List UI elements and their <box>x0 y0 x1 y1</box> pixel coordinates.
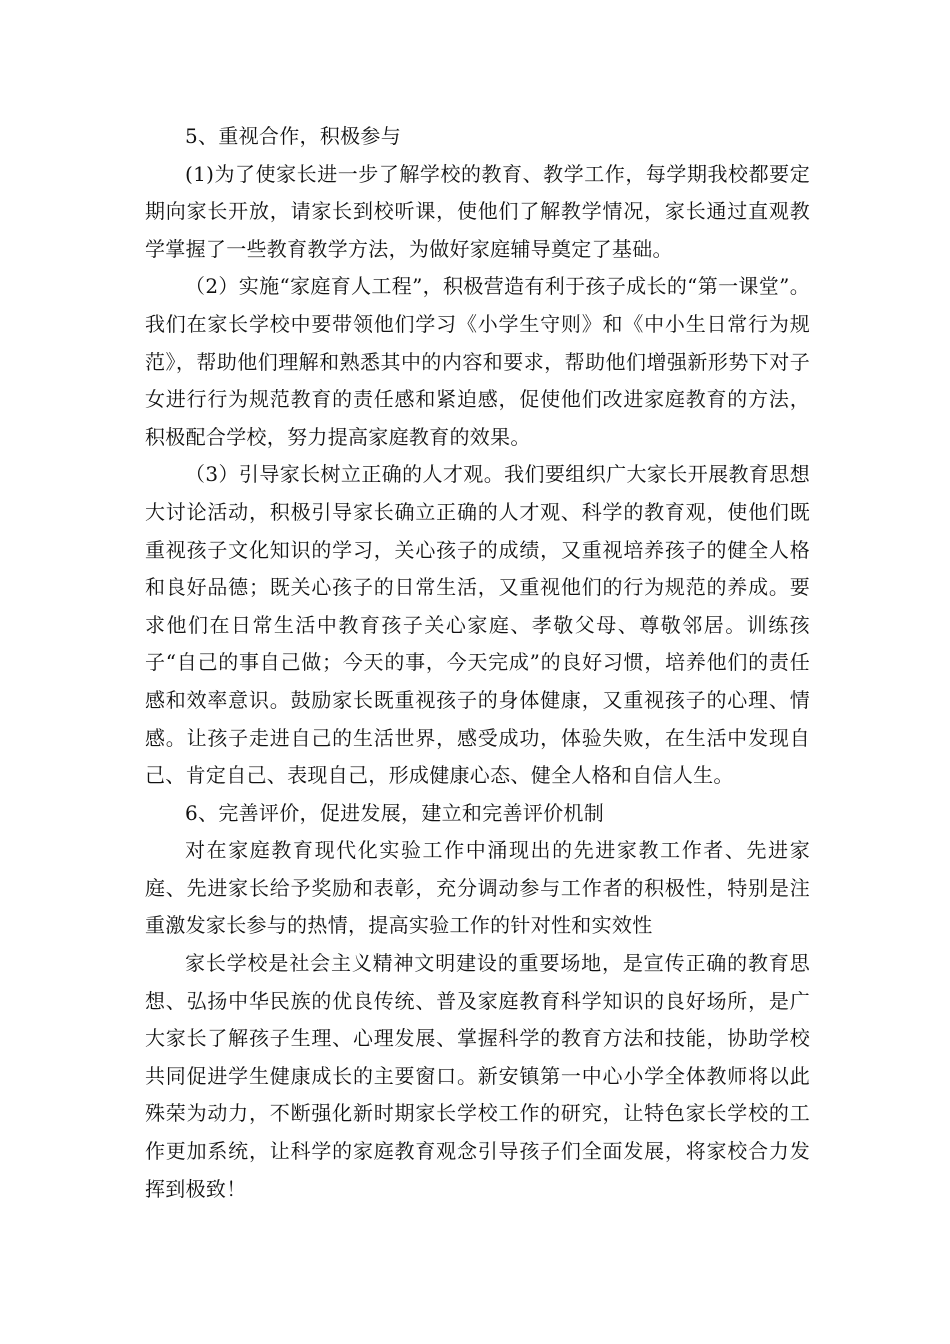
paragraph-conclusion: 家长学校是社会主义精神文明建设的重要场地，是宣传正确的教育思想、弘扬中华民族的优良传统、普及家庭教育科学知识的良好场所，是广大家长了解孩子生理、心理发展、掌握科学的教育方法和技能，协助学校共同促进学生健康成长的主要窗口。新安镇第一中心小学全体教师将以此殊荣为动力，不断强化新时期家长学校工作的研究，让特色家长学校的工作更加系统，让科学的家庭教育观念引导孩子们全面发展，将家校合力发挥到极致！ <box>145 951 810 1201</box>
section-heading-6: 6、完善评价，促进发展，建立和完善评价机制 <box>185 800 605 825</box>
section-heading-5: 5、重视合作，积极参与 <box>185 124 402 148</box>
document-body <box>145 118 810 1208</box>
paragraph-5-1: (1)为了使家长进一步了解学校的教育、教学工作，每学期我校都要定期向家长开放，请家长到校听课，使他们了解教学情况，家长通过直观教学掌握了一些教育教学方法，为做好家庭辅导奠定了基础。 <box>145 161 810 261</box>
paragraph-6-1: 对在家庭教育现代化实验工作中涌现出的先进家教工作者、先进家庭、先进家长给予奖励和表彰，充分调动参与工作者的积极性，特别是注重激发家长参与的热情，提高实验工作的针对性和实效性 <box>145 838 810 938</box>
paragraph-5-3: （3）引导家长树立正确的人才观。我们要组织广大家长开展教育思想大讨论活动，积极引导家长确立正确的人才观、科学的教育观，使他们既重视孩子文化知识的学习，关心孩子的成绩，又重视培养孩子的健全人格和良好品德；既关心孩子的日常生活，又重视他们的行为规范的养成。要求他们在日常生活中教育孩子关心家庭、孝敬父母、尊敬邻居。训练孩子“自己的事自己做；今天的事，今天完成”的良好习惯，培养他们的责任感和效率意识。鼓励家长既重视孩子的身体健康，又重视孩子的心理、情感。让孩子走进自己的生活世界，感受成功，体验失败，在生活中发现自己、肯定自己、表现自己，形成健康心态、健全人格和自信人生。 <box>145 462 810 788</box>
paragraph-5-2: （2）实施“家庭育人工程”，积极营造有利于孩子成长的“第一课堂”。我们在家长学校中要带领他们学习《小学生守则》和《中小生日常行为规范》，帮助他们理解和熟悉其中的内容和要求，帮助他们增强新形势下对子女进行行为规范教育的责任感和紧迫感，促使他们改进家庭教育的方法，积极配合学校，努力提高家庭教育的效果。 <box>145 274 810 449</box>
